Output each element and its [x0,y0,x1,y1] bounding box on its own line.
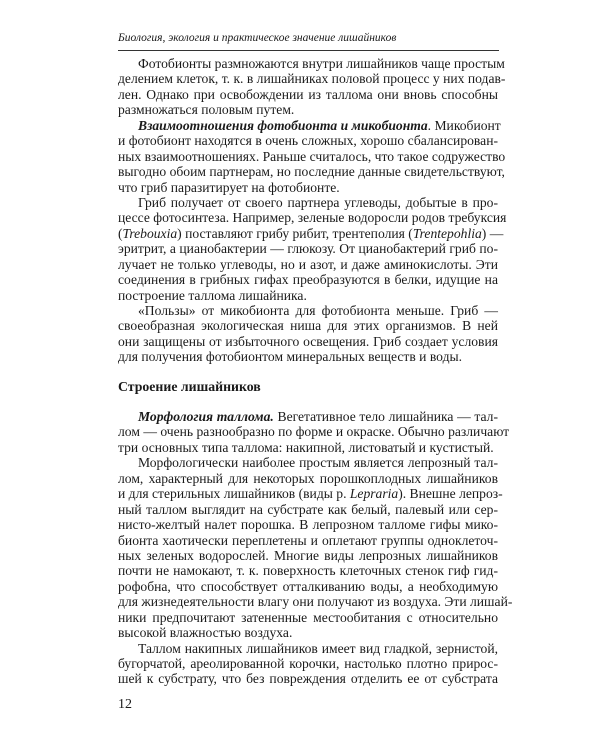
run-in-heading: Морфология таллома. [138,409,274,424]
text-line [118,71,506,87]
text-line [118,471,498,486]
text-run: ных зеленых водорослей. Многие виды лепрозных лишайников [118,547,498,563]
text-run: Гриб получает от своего партнера углеводы, добытые в про- [138,194,498,210]
text-run: Таллом накипных лишайников имеет вид гладкой, зернистой, [138,640,498,656]
text-line [118,424,510,440]
text-line [118,671,498,686]
text-block-structure [118,409,513,687]
text-run: бугорчатой, ареолированной корочки, настолько плотно прирос- [118,656,498,671]
text-line [118,164,505,180]
text-line [118,180,498,195]
text-run: и фотобионт находятся в очень сложных, хорошо сбалансирован- [118,133,498,149]
latin-name: Trentepohlia [412,225,482,241]
text-run: для получения фотобионтом минеральных веществ и воды. [118,349,463,365]
text-run: цессе фотосинтеза. Например, зеленые водоросли родов требуксия [118,210,507,226]
running-header: Биология, экология и практическое значение лишайников [118,32,397,44]
text-line [118,625,498,640]
text-run: размножаться половым путем. [118,102,295,118]
text-line [118,195,498,210]
text-run: лом, характерный для некоторых порошкоплодных лишайников [118,470,498,486]
text-line [118,102,498,117]
text-line [118,334,498,349]
text-line [118,409,498,424]
section-heading: Строение лишайников [118,379,261,394]
text-run: лен. Однако при освобождении из таллома они вновь способны [118,86,498,102]
text-line [118,148,506,164]
text-run: выгодно обоим партнерам, но последние данные свидетельствуют, [118,164,505,180]
text-line [118,517,498,532]
text-line [118,87,498,102]
text-run: ). Внешне лепроз- [398,486,503,502]
text-line [118,210,507,226]
text-line [118,272,498,287]
text-run: построение таллома лишайника. [118,287,307,303]
text-line [118,288,498,303]
text-run: делением клеток, т. к. в лишайниках половой процесс у них подав- [118,71,506,87]
text-run: они защищены от избыточного освещения. Гриб создает условия [118,333,498,349]
text-run: . Микобионт [427,117,501,133]
text-line [118,56,505,71]
text-run: для жизнедеятельности влагу они получают из воздуха. Эти лишай- [118,594,513,610]
latin-name: Trebouxia [122,225,178,241]
text-run: Фотобионты размножаются внутри лишайников чаще простым [138,56,505,71]
text-run: Вегетативное тело лишайника — тал- [273,409,498,424]
text-line [118,579,498,594]
text-line [118,241,498,256]
text-run: ) поставляют грибу рибит, трентеполия ( [177,225,413,241]
text-block-symbiosis [118,56,507,365]
run-in-heading: Взаимоотношения фотобионта и микобионта [138,117,428,133]
text-line [118,349,498,364]
text-run: бионта хаотически переплетены и оплетают группы одноклеточ- [118,532,498,548]
text-line [118,440,498,455]
text-run: своеобразная экологическая ниша для этих организмов. В ней [118,318,498,334]
text-line [118,594,513,610]
text-run: и для стерильных лишайников (виды р. [118,486,350,502]
text-line [118,257,498,272]
text-line [118,502,498,517]
text-run: ( [118,225,123,241]
text-line [118,455,498,470]
text-run: ный таллом выглядит на субстрате как белый, палевый или сер- [118,501,498,517]
text-run: рофобна, что способствует отталкиванию воды, а необходимую [118,578,498,594]
header-rule [118,50,499,51]
text-run: эритрит, а цианобактерии — глюкозу. От цианобактерий гриб по- [118,241,498,257]
text-line [118,610,498,625]
text-line [118,225,504,241]
text-run: что гриб паразитирует на фотобионте. [118,179,340,195]
text-run: почти не намокают, т. к. поверхность клеточных стенок гиф гид- [118,563,498,579]
text-line [118,533,498,548]
text-line [118,641,498,656]
text-run: шей к субстрату, что без повреждения отделить ее от субстрата [118,671,498,687]
text-line [118,563,498,578]
text-line [118,117,501,133]
text-run: Морфологически наиболее простым является лепрозный тал- [138,455,498,471]
latin-name: Lepraria [349,486,399,502]
text-run: три основных типа таллома: накипной, листоватый и кустистый. [118,439,494,455]
text-line [118,486,503,502]
page-number: 12 [118,697,132,712]
text-line [118,133,498,148]
text-line [118,303,498,318]
text-run: «Пользы» от микобионта для фотобионта меньше. Гриб — [138,303,498,318]
text-run: соединения в грибных гифах преобразуются в белки, идущие на [118,272,498,288]
text-line [118,656,498,671]
text-run: ) — [481,225,504,241]
text-run: лучает не только углеводы, но и азот, и даже аминокислоты. Эти [118,256,498,272]
text-run: высокой влажностью воздуха. [118,625,293,641]
text-line [118,548,498,563]
text-run: ных взаимоотношениях. Раньше считалось, что такое содружество [118,148,506,164]
text-run: ники предпочитают затененные местообитания с относительно [118,609,498,625]
text-run: лом — очень разнообразно по форме и окраске. Обычно различают [118,424,510,440]
text-line [118,318,498,333]
text-run: нисто-желтый налет порошка. В лепрозном талломе гифы мико- [118,517,498,533]
